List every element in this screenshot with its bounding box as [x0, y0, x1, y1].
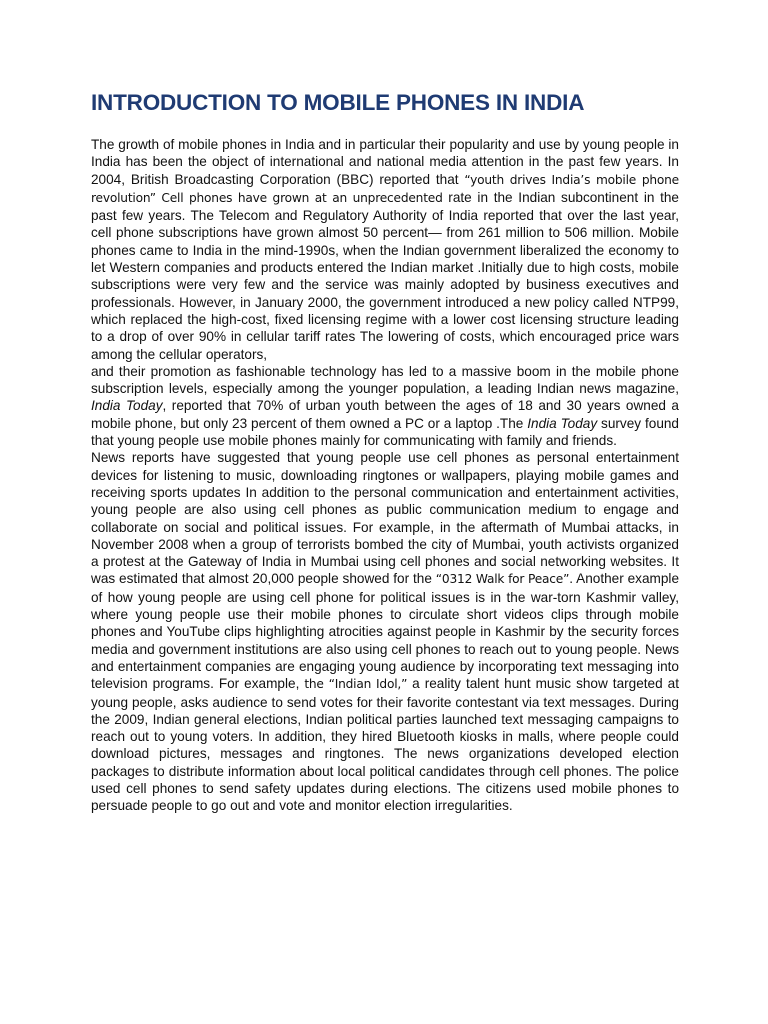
- paragraph-intro: [91, 136, 679, 363]
- quoted-text-run: the “Indian Idol,”: [304, 677, 408, 692]
- document-title: INTRODUCTION TO MOBILE PHONES IN INDIA: [91, 90, 585, 115]
- italic-publication-name: India Today: [527, 415, 598, 431]
- text-run: survey found that young people use mobile phones mainly for communicating with family and friends.: [91, 415, 679, 449]
- text-run: rate in the Indian subcontinent in the past few years. The Telecom and Regulatory Authority of India reported that over the last year, cell phone subscriptions have grown almost 50 percent— from 261 million to 506 million. Mobile phones came to India in the mind-1990s, when the Indian government liberalized the economy to let Western companies and products entered the Indian market .Initially due to high costs, mobile subscriptions were very few and the service was mainly adopted by business executives and professionals. However, in January 2000, the government introduced a new policy called NTP99, which replaced the high-cost, fixed licensing regime with a lower cost licensing structure leading to a drop of over 90% in cellular tariff rates The lowering of costs, which encouraged price wars among the cellular operators,: [91, 189, 679, 362]
- document-page: [91, 88, 679, 815]
- text-run: and their promotion as fashionable technology has led to a massive boom in the mobile phone subscription levels, especially among the younger population, a leading Indian news magazine,: [91, 363, 679, 397]
- quoted-text-run: “youth drives India’s mobile phone revolution” Cell phones have grown at an unprecedented: [91, 172, 679, 205]
- text-run: The growth of mobile phones in India and in particular their popularity and use by young people in India has been the object of international and national media attention in the past few years. In 2004, British Broadcasting Corporation (BBC) reported that: [91, 137, 679, 187]
- text-run: News reports have suggested that young people use cell phones as personal entertainment devices for listening to music, downloading ringtones or wallpapers, playing mobile games and receiving sports updates In addition to the personal communication and entertainment activities, young people are also using cell phones as public communication medium to engage and collaborate on social and political issues. For example, in the aftermath of Mumbai attacks, in November 2008 when a group of terrorists bombed the city of Mumbai, youth activists organized a protest at the Gateway of India in Mumbai using cell phones and social networking websites. It was estimated that almost 20,000 people showed for the: [91, 450, 679, 587]
- text-run: , reported that 70% of urban youth between the ages of 18 and 30 years owned a mobile phone, but only 23 percent of them owned a PC or a laptop .The: [91, 398, 679, 431]
- quoted-text-run: “0312 Walk for Peace”: [435, 572, 570, 587]
- paragraph-news-reports: [91, 449, 679, 814]
- italic-publication-name: India Today: [91, 398, 163, 414]
- paragraph-india-today: [91, 363, 679, 449]
- text-run: . Another example of how young people are using cell phone for political issues is in the war-torn Kashmir valley, where young people use their mobile phones to circulate short videos clips through mobile phones and YouTube clips highlighting atrocities against people in Kashmir by the security forces media and government institutions are also using cell phones to reach out to young people. News and entertainment companies are engaging young audience by incorporating text messaging into television programs. For example,: [91, 571, 680, 692]
- text-run: a reality talent hunt music show targeted at young people, asks audience to send votes for their favorite contestant via text messages. During the 2009, Indian general elections, Indian political parties launched text messaging campaigns to reach out to young voters. In addition, they hired Bluetooth kiosks in malls, where people could download pictures, messages and ringtones. The news organizations developed election packages to distribute information about local political candidates through cell phones. The police used cell phones to send safety updates during elections. The citizens used mobile phones to persuade people to go out and vote and monitor election irregularities.: [91, 676, 679, 814]
